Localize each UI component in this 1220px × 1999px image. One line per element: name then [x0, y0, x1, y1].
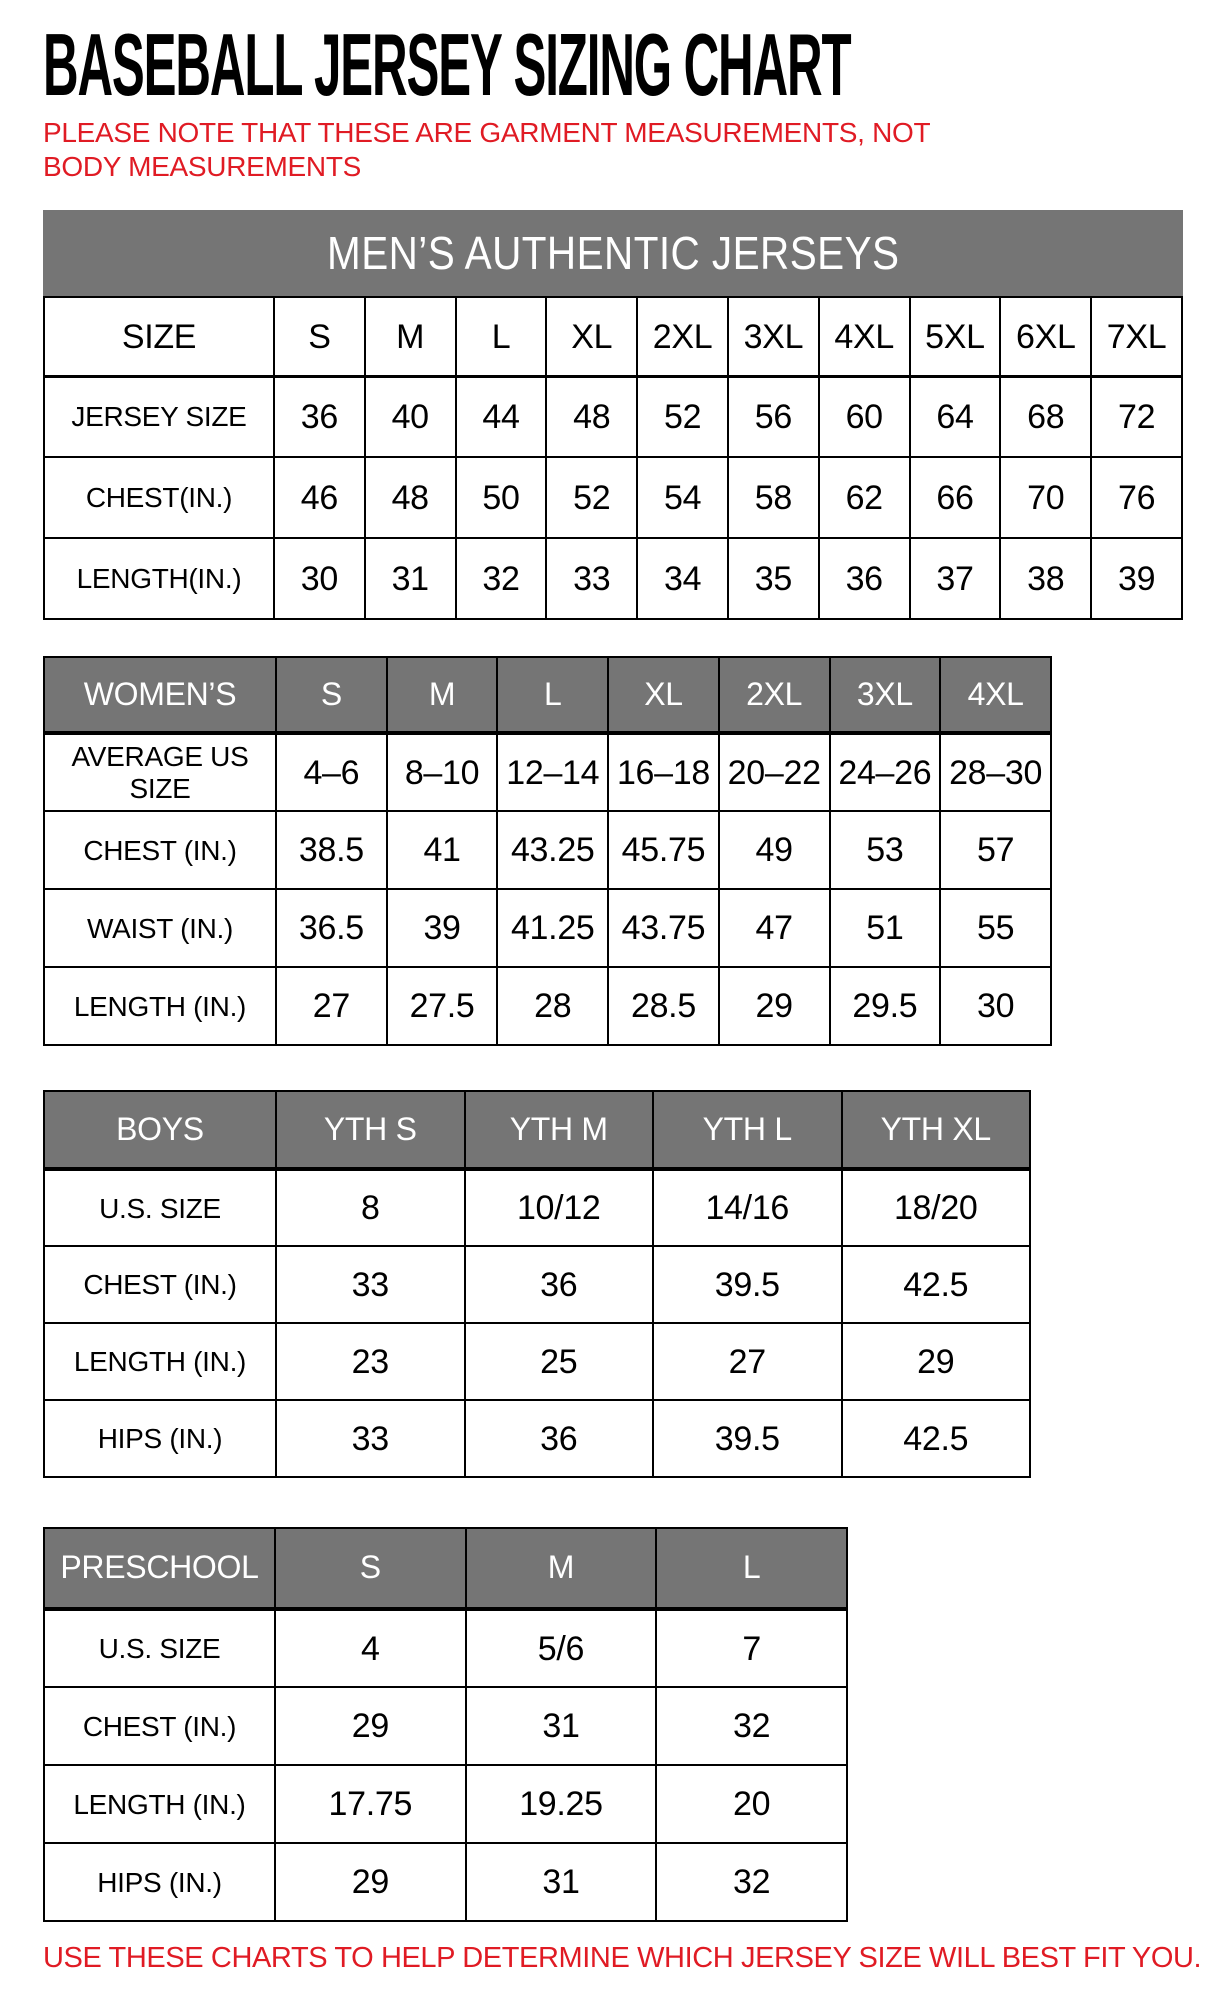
value-cell: 12–14 — [497, 733, 608, 811]
page-title-text: BASEBALL JERSEY SIZING CHART — [43, 15, 851, 114]
value-cell: 36.5 — [276, 889, 387, 967]
column-header-cell: L — [456, 297, 547, 376]
preschool-table-section — [43, 1527, 1220, 1922]
value-cell: 43.25 — [497, 811, 608, 889]
table-row — [44, 1246, 1030, 1323]
value-cell: 10/12 — [465, 1169, 654, 1246]
preschool-sizing-table — [43, 1527, 848, 1922]
table-row — [44, 1609, 847, 1687]
value-cell: 30 — [940, 967, 1051, 1045]
value-cell: 27 — [653, 1323, 842, 1400]
footer-note: USE THESE CHARTS TO HELP DETERMINE WHICH JERSEY SIZE WILL BEST FIT YOU. — [43, 1942, 1202, 1975]
table-row — [44, 889, 1051, 967]
value-cell: 20–22 — [719, 733, 830, 811]
mens-table-section — [43, 210, 1220, 620]
row-label-cell: WAIST (IN.) — [44, 889, 276, 967]
value-cell: 48 — [546, 376, 637, 457]
value-cell: 66 — [910, 457, 1001, 538]
value-cell: 29 — [842, 1323, 1031, 1400]
table-row — [44, 1091, 1030, 1169]
value-cell: 38 — [1000, 538, 1091, 619]
value-cell: 47 — [719, 889, 830, 967]
column-header-cell: S — [274, 297, 365, 376]
value-cell: 28.5 — [608, 967, 719, 1045]
row-label-cell: AVERAGE US SIZE — [44, 733, 276, 811]
value-cell: 51 — [830, 889, 941, 967]
row-label-cell: LENGTH (IN.) — [44, 1765, 275, 1843]
table-row — [44, 1687, 847, 1765]
row-label-cell: CHEST (IN.) — [44, 1687, 275, 1765]
value-cell: 52 — [637, 376, 728, 457]
value-cell: 19.25 — [466, 1765, 657, 1843]
value-cell: 39.5 — [653, 1246, 842, 1323]
column-header-cell: XL — [608, 657, 719, 733]
value-cell: 39 — [387, 889, 498, 967]
column-header-cell: 2XL — [637, 297, 728, 376]
mens-table-banner — [43, 210, 1183, 296]
value-cell: 31 — [466, 1843, 657, 1921]
column-header-cell: YTH L — [653, 1091, 842, 1169]
column-header-cell: S — [276, 657, 387, 733]
value-cell: 18/20 — [842, 1169, 1031, 1246]
column-header-cell: XL — [546, 297, 637, 376]
value-cell: 54 — [637, 457, 728, 538]
value-cell: 24–26 — [830, 733, 941, 811]
value-cell: 46 — [274, 457, 365, 538]
table-row — [44, 1843, 847, 1921]
value-cell: 32 — [656, 1687, 847, 1765]
table-row — [44, 1400, 1030, 1477]
value-cell: 70 — [1000, 457, 1091, 538]
table-title-cell: PRESCHOOL — [44, 1528, 275, 1609]
boys-sizing-table — [43, 1090, 1031, 1478]
column-header-cell: L — [656, 1528, 847, 1609]
value-cell: 23 — [276, 1323, 465, 1400]
value-cell: 29 — [275, 1687, 466, 1765]
value-cell: 72 — [1091, 376, 1182, 457]
row-label-cell: LENGTH (IN.) — [44, 967, 276, 1045]
value-cell: 31 — [365, 538, 456, 619]
value-cell: 14/16 — [653, 1169, 842, 1246]
value-cell: 49 — [719, 811, 830, 889]
column-header-cell: S — [275, 1528, 466, 1609]
value-cell: 36 — [465, 1246, 654, 1323]
table-row — [44, 297, 1182, 376]
table-row — [44, 1765, 847, 1843]
column-header-cell: 5XL — [910, 297, 1001, 376]
value-cell: 39 — [1091, 538, 1182, 619]
value-cell: 56 — [728, 376, 819, 457]
column-header-cell: 4XL — [940, 657, 1051, 733]
table-row — [44, 457, 1182, 538]
row-label-cell: CHEST (IN.) — [44, 1246, 276, 1323]
column-header-cell: 2XL — [719, 657, 830, 733]
value-cell: 53 — [830, 811, 941, 889]
value-cell: 29 — [719, 967, 830, 1045]
value-cell: 45.75 — [608, 811, 719, 889]
value-cell: 42.5 — [842, 1400, 1031, 1477]
column-header-cell: 3XL — [830, 657, 941, 733]
column-header-cell: 6XL — [1000, 297, 1091, 376]
value-cell: 30 — [274, 538, 365, 619]
value-cell: 39.5 — [653, 1400, 842, 1477]
value-cell: 5/6 — [466, 1609, 657, 1687]
size-label-cell: SIZE — [44, 297, 274, 376]
table-row — [44, 1323, 1030, 1400]
value-cell: 32 — [656, 1843, 847, 1921]
value-cell: 28 — [497, 967, 608, 1045]
value-cell: 34 — [637, 538, 728, 619]
boys-table-section — [43, 1090, 1220, 1478]
row-label-cell: HIPS (IN.) — [44, 1843, 275, 1921]
row-label-cell: CHEST (IN.) — [44, 811, 276, 889]
table-row — [44, 967, 1051, 1045]
value-cell: 33 — [276, 1246, 465, 1323]
table-row — [44, 538, 1182, 619]
value-cell: 28–30 — [940, 733, 1051, 811]
garment-measurements-note: PLEASE NOTE THAT THESE ARE GARMENT MEASUREMENTS, NOT BODY MEASUREMENTS — [43, 117, 930, 183]
value-cell: 48 — [365, 457, 456, 538]
table-title-cell: BOYS — [44, 1091, 276, 1169]
value-cell: 8–10 — [387, 733, 498, 811]
value-cell: 31 — [466, 1687, 657, 1765]
value-cell: 38.5 — [276, 811, 387, 889]
value-cell: 8 — [276, 1169, 465, 1246]
value-cell: 35 — [728, 538, 819, 619]
table-row — [44, 376, 1182, 457]
value-cell: 68 — [1000, 376, 1091, 457]
row-label-cell: U.S. SIZE — [44, 1609, 275, 1687]
value-cell: 40 — [365, 376, 456, 457]
value-cell: 52 — [546, 457, 637, 538]
value-cell: 76 — [1091, 457, 1182, 538]
value-cell: 50 — [456, 457, 547, 538]
value-cell: 33 — [276, 1400, 465, 1477]
table-title-cell: WOMEN’S — [44, 657, 276, 733]
value-cell: 64 — [910, 376, 1001, 457]
row-label-cell: JERSEY SIZE — [44, 376, 274, 457]
value-cell: 4–6 — [276, 733, 387, 811]
column-header-cell: M — [466, 1528, 657, 1609]
value-cell: 41.25 — [497, 889, 608, 967]
value-cell: 17.75 — [275, 1765, 466, 1843]
value-cell: 36 — [819, 538, 910, 619]
column-header-cell: M — [387, 657, 498, 733]
page-title — [43, 15, 1220, 114]
value-cell: 25 — [465, 1323, 654, 1400]
row-label-cell: LENGTH (IN.) — [44, 1323, 276, 1400]
mens-table-banner-text: MEN’S AUTHENTIC JERSEYS — [326, 227, 900, 280]
column-header-cell: L — [497, 657, 608, 733]
column-header-cell: YTH S — [276, 1091, 465, 1169]
value-cell: 20 — [656, 1765, 847, 1843]
column-header-cell: YTH M — [465, 1091, 654, 1169]
value-cell: 55 — [940, 889, 1051, 967]
value-cell: 36 — [274, 376, 365, 457]
value-cell: 36 — [465, 1400, 654, 1477]
value-cell: 42.5 — [842, 1246, 1031, 1323]
value-cell: 58 — [728, 457, 819, 538]
value-cell: 16–18 — [608, 733, 719, 811]
value-cell: 27.5 — [387, 967, 498, 1045]
value-cell: 37 — [910, 538, 1001, 619]
column-header-cell: 3XL — [728, 297, 819, 376]
row-label-cell: HIPS (IN.) — [44, 1400, 276, 1477]
table-row — [44, 733, 1051, 811]
womens-sizing-table — [43, 656, 1052, 1046]
value-cell: 33 — [546, 538, 637, 619]
table-row — [44, 1169, 1030, 1246]
mens-sizing-table — [43, 296, 1183, 620]
value-cell: 29.5 — [830, 967, 941, 1045]
value-cell: 62 — [819, 457, 910, 538]
value-cell: 44 — [456, 376, 547, 457]
table-row — [44, 811, 1051, 889]
row-label-cell: U.S. SIZE — [44, 1169, 276, 1246]
value-cell: 27 — [276, 967, 387, 1045]
value-cell: 57 — [940, 811, 1051, 889]
value-cell: 4 — [275, 1609, 466, 1687]
row-label-cell: LENGTH(IN.) — [44, 538, 274, 619]
value-cell: 7 — [656, 1609, 847, 1687]
value-cell: 29 — [275, 1843, 466, 1921]
value-cell: 43.75 — [608, 889, 719, 967]
table-row — [44, 1528, 847, 1609]
table-row — [44, 657, 1051, 733]
column-header-cell: M — [365, 297, 456, 376]
value-cell: 41 — [387, 811, 498, 889]
value-cell: 32 — [456, 538, 547, 619]
womens-table-section — [43, 656, 1220, 1046]
column-header-cell: YTH XL — [842, 1091, 1031, 1169]
value-cell: 60 — [819, 376, 910, 457]
column-header-cell: 7XL — [1091, 297, 1182, 376]
column-header-cell: 4XL — [819, 297, 910, 376]
row-label-cell: CHEST(IN.) — [44, 457, 274, 538]
